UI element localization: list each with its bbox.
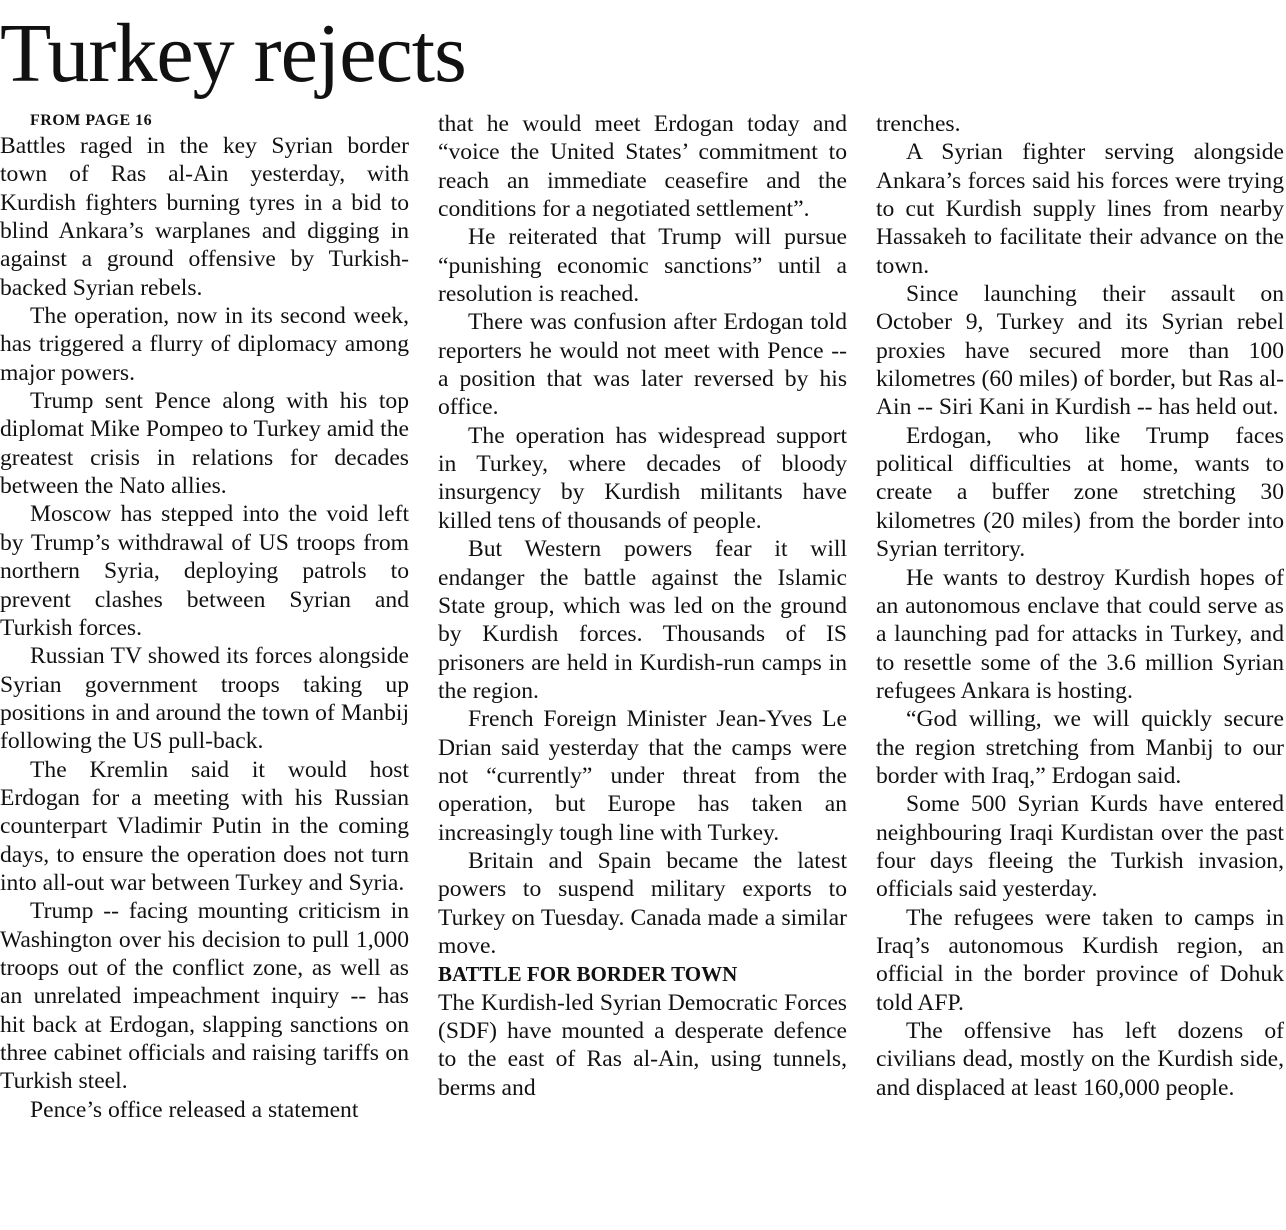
paragraph: Since launching their assault on October 9, Turkey and its Syrian rebel proxies have secured more than 100 kilometres (60 miles) of border, but Ras al-Ain -- Siri Kani in Kurdish -- has held out. — [876, 281, 1284, 421]
paragraph: Trump -- facing mounting criticism in Washington over his decision to pull 1,000 troops out of the conflict zone, as well as an unrelated impeachment inquiry -- has hit back at Erdogan, slapping sanctions on three cabinet officials and raising tariffs on Turkish steel. — [0, 898, 409, 1095]
paragraph: trenches. — [876, 111, 961, 137]
paragraph: “God willing, we will quickly secure the region stretching from Manbij to our border with Iraq,” Erdogan said. — [876, 706, 1284, 789]
paragraph: Russian TV showed its forces alongside Syrian government troops taking up positions in and around the town of Manbij following the US pull-back. — [0, 643, 409, 755]
article-column-1 — [0, 110, 409, 1124]
subhead: BATTLE FOR BORDER TOWN — [438, 962, 738, 987]
paragraph: The refugees were taken to camps in Iraq’s autonomous Kurdish region, an official in the border province of Dohuk told AFP. — [876, 904, 1284, 1016]
paragraph: But Western powers fear it will endanger the battle against the Islamic State group, which was led on the ground by Kurdish forces. Thousands of IS prisoners are held in Kurdish-run camps in the region. — [438, 536, 847, 704]
paragraph: The operation has widespread support in Turkey, where decades of bloody insurgency by Kurdish militants have killed tens of thousands of people. — [438, 422, 847, 534]
paragraph: The Kurdish-led Syrian Democratic Forces (SDF) have mounted a desperate defence to the east of Ras al-Ain, using tunnels, berms and — [438, 989, 847, 1101]
jump-label: FROM PAGE 16 — [30, 112, 153, 129]
paragraph: Moscow has stepped into the void left by Trump’s withdrawal of US troops from northern Syria, deploying patrols to prevent clashes between Syrian and Turkish forces. — [0, 501, 409, 641]
article-column-2 — [438, 110, 847, 1102]
paragraph: Erdogan, who like Trump faces political difficulties at home, wants to create a buffer zone stretching 30 kilometres (20 miles) from the border into Syrian territory. — [876, 422, 1284, 563]
paragraph: The Kremlin said it would host Erdogan for a meeting with his Russian counterpart Vladimir Putin in the coming days, to ensure the operation does not turn into all-out war between Turkey and Syria. — [0, 756, 409, 896]
paragraph: There was confusion after Erdogan told reporters he would not meet with Pence -- a position that was later reversed by his office. — [438, 309, 847, 421]
paragraph: Britain and Spain became the latest powers to suspend military exports to Turkey on Tuesday. Canada made a similar move. — [438, 847, 847, 959]
paragraph: Pence’s office released a statement — [30, 1096, 359, 1123]
paragraph: A Syrian fighter serving alongside Ankara’s forces said his forces were trying to cut Kurdish supply lines from nearby Hassakeh to facilitate their advance on the town. — [876, 139, 1284, 279]
article-column-3 — [876, 110, 1284, 1102]
paragraph: Some 500 Syrian Kurds have entered neighbouring Iraqi Kurdistan over the past four days fleeing the Turkish invasion, officials said yesterday. — [876, 791, 1284, 903]
paragraph: that he would meet Erdogan today and “voice the United States’ commitment to reach an immediate ceasefire and the conditions for a negotiated settlement”. — [438, 111, 847, 223]
headline: Turkey rejects — [0, 7, 466, 100]
paragraph: He reiterated that Trump will pursue “punishing economic sanctions” until a resolution is reached. — [438, 224, 847, 308]
paragraph: He wants to destroy Kurdish hopes of an autonomous enclave that could serve as a launching pad for attacks in Turkey, and to resettle some of the 3.6 million Syrian refugees Ankara is hosting. — [876, 564, 1284, 704]
paragraph: The operation, now in its second week, has triggered a flurry of diplomacy among major powers. — [0, 303, 409, 386]
paragraph: Trump sent Pence along with his top diplomat Mike Pompeo to Turkey amid the greatest crisis in relations for decades between the Nato allies. — [0, 388, 409, 500]
paragraph: French Foreign Minister Jean-Yves Le Drian said yesterday that the camps were not “currently” under threat from the operation, but Europe has taken an increasingly tough line with Turkey. — [438, 706, 847, 846]
paragraph: The offensive has left dozens of civilians dead, mostly on the Kurdish side, and displaced at least 160,000 people. — [876, 1018, 1284, 1101]
paragraph: Battles raged in the key Syrian border town of Ras al-Ain yesterday, with Kurdish fighters burning tyres in a bid to blind Ankara’s warplanes and digging in against a ground offensive by Turkish-backed Syrian rebels. — [0, 133, 409, 301]
